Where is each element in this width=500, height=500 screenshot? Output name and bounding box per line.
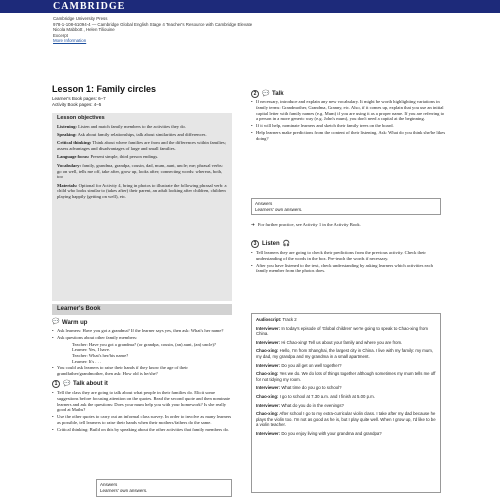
- more-information-link[interactable]: More Information: [53, 38, 87, 44]
- meta-line: Excerpt: [53, 32, 68, 38]
- book-meta: [53, 16, 252, 44]
- meta-line: Cambridge University Press: [53, 16, 108, 21]
- warm-up-heading: 💬 Warm up: [52, 319, 88, 326]
- speech-bubble-icon: 💬: [262, 90, 270, 97]
- script-row: Chao-xing: Hello, I'm from Shanghai, the largest city in China. I live with my family: my mum, my dad, my grandpa and my grandma in a small apartment.: [256, 348, 434, 359]
- script-row: Chao-xing: After school I go to my extra-curricular violin class. I take after my dad because he plays the violin too. I'm not as good as he is, but I play quite well. When I grow up, I'd like to be a violin teacher.: [256, 411, 436, 428]
- script-row: Interviewer: Do you enjoy living with your grandma and grandpa?: [256, 430, 382, 436]
- script-row: Interviewer: In today's episode of 'Global children' we're going to speak to Chao-xing from China.: [256, 325, 428, 337]
- talk-heading: 2 💬 Talk: [251, 90, 284, 98]
- script-row: Interviewer: What do you do in the evenings?: [256, 402, 344, 408]
- list-item: • If necessary, introduce and explain any new vocabulary. It might be worth highlighting variations in family terms: Grandmother, Grandma, Granny, etc. Also, if it comes up, explain that you use an initial capital letter with family names (e.g. Mum) if you are using it as a proper name. If you are referring to a person in a more generic way (e.g. John's mum), you don't need a capital at the beginning.: [251, 99, 446, 122]
- list-item: • Tell learners they are going to check their predictions from the previous activity. Check their understanding of the words in the box. Pre-teach the words if necessary.: [251, 250, 446, 262]
- publisher-logo: CAMBRIDGE: [53, 1, 126, 12]
- dialogue: Teacher: Have you got a grandma? (or grandpa, cousin, (an) aunt, (an) uncle)? Learner: Yes, I have. Teacher: What's her/his name? Learner: It's . . .: [72, 341, 216, 364]
- objective-item: Language focus: Present simple, third person endings.: [57, 154, 159, 160]
- talk-section: [251, 99, 446, 143]
- list-item: • Ask learners: Have you got a grandma? If the learner says yes, then ask: What's her name?: [52, 328, 232, 334]
- list-item: • Help learners make predictions from the content of their listening. Ask: What do you think she/he likes doing?: [251, 130, 446, 142]
- lesson-pages: [52, 96, 232, 108]
- speech-bubble-icon: 💬: [52, 319, 60, 325]
- listen-heading: 3 Listen 🎧: [251, 240, 290, 248]
- talk-about-it-section: [52, 390, 232, 434]
- answers-box: Answers Learners' own answers.: [96, 479, 232, 497]
- list-item: • Ask questions about other family members:: [52, 335, 232, 341]
- further-practice-note: ➔ For further practice, see Activity 1 in the Activity Book.: [251, 222, 361, 227]
- audioscript-title: Audioscript:: [256, 317, 282, 322]
- meta-line: 978-1-108-61094-4 — Cambridge Global English Stage 4 Teacher's Resource with Cambridge Elevate: [53, 21, 253, 27]
- list-item: • If it will help, nominate learners and sketch their family trees on the board.: [251, 123, 446, 129]
- activity-book-pages: Activity Book pages: 4–5: [52, 102, 102, 107]
- warm-up-section: [52, 328, 232, 377]
- number-2-icon: 2: [251, 90, 259, 98]
- script-row: Chao-xing: I go to school at 7.30 a.m. and I finish at 5.00 p.m.: [256, 393, 375, 399]
- script-row: Interviewer: Do you all get on well together?: [256, 362, 342, 368]
- objective-item: Listening: Listen and match family members to the activities they do.: [57, 123, 186, 129]
- lesson-objectives-box: [52, 113, 232, 301]
- objectives-title: Lesson objectives: [57, 115, 105, 121]
- lesson-title: Lesson 1: Family circles: [52, 84, 157, 94]
- script-row: Chao-xing: Yes we do. We do lots of things together although sometimes my mum tells me off for not tidying my room.: [256, 371, 436, 382]
- list-item: • Use the other quotes to carry out an informal class survey. In order to involve as many learners as possible, tell learners to raise their hands when their mothers/fathers do the same.: [52, 414, 232, 426]
- objective-item: Vocabulary: family, grandma, grandpa, cousin, dad, mum, aunt, uncle; me; phrasal verbs: go on well, tells me off, take after, grow up, looks after; connecting words: whereas, both, too: [57, 162, 223, 180]
- arrow-right-icon: ➔: [251, 222, 255, 227]
- answers-box: Answers Learners' own answers.: [251, 198, 441, 215]
- number-3-icon: 3: [251, 240, 259, 248]
- audio-track: Track 2: [282, 317, 297, 322]
- publisher-header: [0, 0, 500, 13]
- number-1-icon: 1: [52, 380, 60, 388]
- listen-section: [251, 250, 446, 275]
- headphones-icon: 🎧: [282, 240, 291, 247]
- script-row: Interviewer: Hi Chao-xing! Tell us about your family and where you are from.: [256, 339, 403, 345]
- audioscript-box: [251, 313, 441, 493]
- list-item: • Tell the class they are going to talk about what people in their families do. Elicit some suggestions before focusing attention on the quotes. Read the second quote and then nominate learners and ask the questions: Does your mum help you with your homework? Is she really good at Maths?: [52, 390, 232, 413]
- script-row: Interviewer: What time do you go to school?: [256, 385, 342, 391]
- list-item: • You could ask learners to raise their hands if they know the age of their grandfather/grandmother, then ask: How old is he/she?: [52, 365, 232, 377]
- speech-bubble-icon: 💬: [63, 380, 71, 387]
- list-item: • After you have listened to the text, check understanding by asking learners which activities each family member from the photos does.: [251, 263, 446, 275]
- objective-item: Critical thinking: Think about where families are from and the differences within families; assess advantages and disadvantages of large and small families.: [57, 140, 226, 152]
- list-item: • Critical thinking: Build on this by speaking about the other activities that family members do.: [52, 427, 232, 433]
- objective-item: Materials: Optional for Activity 4, bring in photos to illustrate the following phrasal verb: a child who looks similar to (takes after) their parent, an adult looking after children, children playing happily (getting on well), etc.: [57, 182, 227, 200]
- objective-item: Speaking: Ask about family relationships, talk about similarities and differences.: [57, 132, 207, 138]
- learners-book-heading: Learner's Book: [52, 304, 232, 315]
- meta-line: Nicola Mabbott , Helen Tiliouine: [53, 27, 115, 33]
- learners-book-pages: Learner's Book pages: 6–7: [52, 96, 106, 101]
- talk-about-it-heading: 1 💬 Talk about it: [52, 380, 108, 388]
